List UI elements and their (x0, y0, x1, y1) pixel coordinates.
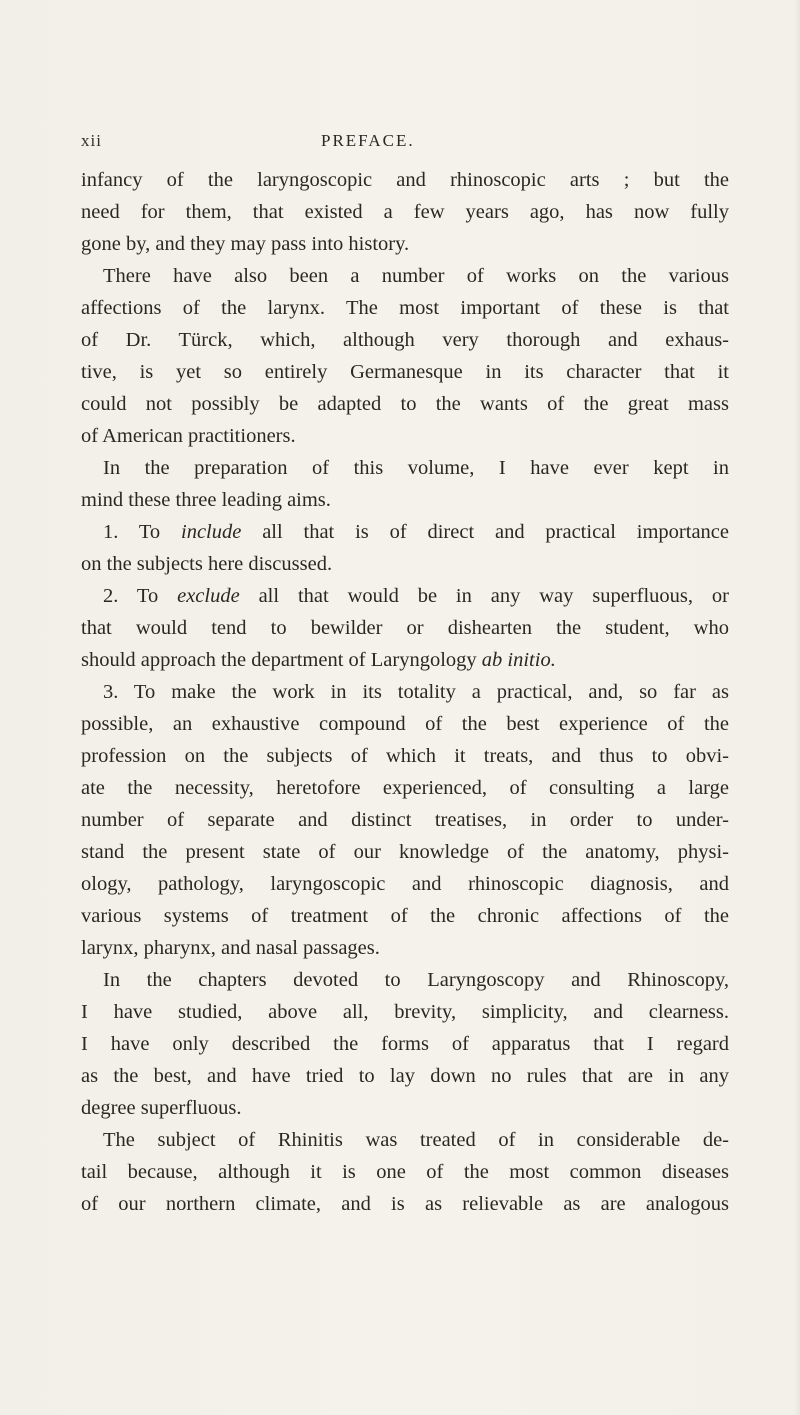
text-line (81, 1156, 729, 1188)
text-line (81, 836, 729, 868)
text-line-continuation: all that would be in any way superfluous, or (239, 585, 729, 607)
text-line (81, 260, 729, 292)
preface-body-text (81, 164, 729, 1220)
text-line (81, 1092, 729, 1124)
text-line (81, 868, 729, 900)
text-line-content: of Dr. Türck, which, although very thorough and exhaus- (81, 329, 729, 351)
text-line (81, 292, 729, 324)
text-line-content: that would tend to bewilder or dishearten the student, who (81, 617, 729, 639)
text-line-content: There have also been a number of works on the various (103, 265, 729, 287)
text-line-content: ology, pathology, laryngoscopic and rhinoscopic diagnosis, and (81, 873, 729, 895)
text-line-content: need for them, that existed a few years ago, has now fully (81, 201, 729, 223)
text-line (81, 804, 729, 836)
text-line (81, 228, 729, 260)
text-line (81, 356, 729, 388)
text-line (81, 900, 729, 932)
text-line (81, 548, 729, 580)
text-line (81, 932, 729, 964)
text-line-content: 2. To (103, 585, 178, 607)
text-line-content: of American practitioners. (81, 425, 296, 447)
text-line-content: profession on the subjects of which it treats, and thus to obvi- (81, 745, 729, 767)
text-line (81, 452, 729, 484)
text-line-content: tail because, although it is one of the most common diseases (81, 1161, 729, 1183)
running-head: PREFACE. (321, 131, 415, 150)
text-line (81, 164, 729, 196)
text-line-content: infancy of the laryngoscopic and rhinoscopic arts ; but the (81, 169, 729, 191)
text-line (81, 612, 729, 644)
text-line-content: on the subjects here discussed. (81, 553, 333, 575)
text-line-content: possible, an exhaustive compound of the best experience of the (81, 713, 729, 735)
text-line (81, 484, 729, 516)
text-line-content: 1. To (103, 521, 182, 543)
text-line-content: number of separate and distinct treatises, in order to under- (81, 809, 729, 831)
text-line-content: I have only described the forms of apparatus that I regard (81, 1033, 729, 1055)
text-line-content: The subject of Rhinitis was treated of in considerable de- (103, 1129, 729, 1151)
text-line (81, 1124, 729, 1156)
text-line-content: 3. To make the work in its totality a practical, and, so far as (103, 681, 729, 703)
text-line (81, 516, 729, 548)
text-line (81, 676, 729, 708)
text-line-content: affections of the larynx. The most important of these is that (81, 297, 729, 319)
text-line (81, 996, 729, 1028)
text-line-continuation: all that is of direct and practical importance (241, 521, 729, 543)
text-line-content: larynx, pharynx, and nasal passages. (81, 937, 380, 959)
text-line (81, 388, 729, 420)
text-line-content: degree superfluous. (81, 1097, 242, 1119)
text-line-content: should approach the department of Laryngology (81, 649, 482, 671)
italic-emphasis: exclude (177, 585, 240, 607)
text-line-content: I have studied, above all, brevity, simplicity, and clearness. (81, 1001, 729, 1023)
text-line-content: could not possibly be adapted to the wants of the great mass (81, 393, 729, 415)
text-line-content: mind these three leading aims. (81, 489, 331, 511)
text-line-content: ate the necessity, heretofore experienced, of consulting a large (81, 777, 729, 799)
text-line (81, 1188, 729, 1220)
text-line-content: as the best, and have tried to lay down no rules that are in any (81, 1065, 729, 1087)
text-line (81, 196, 729, 228)
page-edge-shadow (794, 0, 800, 1415)
text-line (81, 964, 729, 996)
page-number: xii (81, 131, 102, 150)
text-line-content: In the chapters devoted to Laryngoscopy and Rhinoscopy, (103, 969, 729, 991)
text-line-content: In the preparation of this volume, I have ever kept in (103, 457, 729, 479)
text-line-content: tive, is yet so entirely Germanesque in its character that it (81, 361, 729, 383)
text-line (81, 580, 729, 612)
text-line (81, 772, 729, 804)
text-line-content: gone by, and they may pass into history. (81, 233, 410, 255)
text-line-content: of our northern climate, and is as relievable as are analogous (81, 1193, 729, 1215)
text-line-content: various systems of treatment of the chronic affections of the (81, 905, 729, 927)
text-line (81, 740, 729, 772)
text-line (81, 644, 729, 676)
text-line-content: stand the present state of our knowledge of the anatomy, physi- (81, 841, 729, 863)
text-line (81, 324, 729, 356)
italic-emphasis: ab initio. (481, 649, 556, 671)
text-line (81, 420, 729, 452)
text-line (81, 1028, 729, 1060)
text-line (81, 708, 729, 740)
text-line (81, 1060, 729, 1092)
italic-emphasis: include (181, 521, 242, 543)
